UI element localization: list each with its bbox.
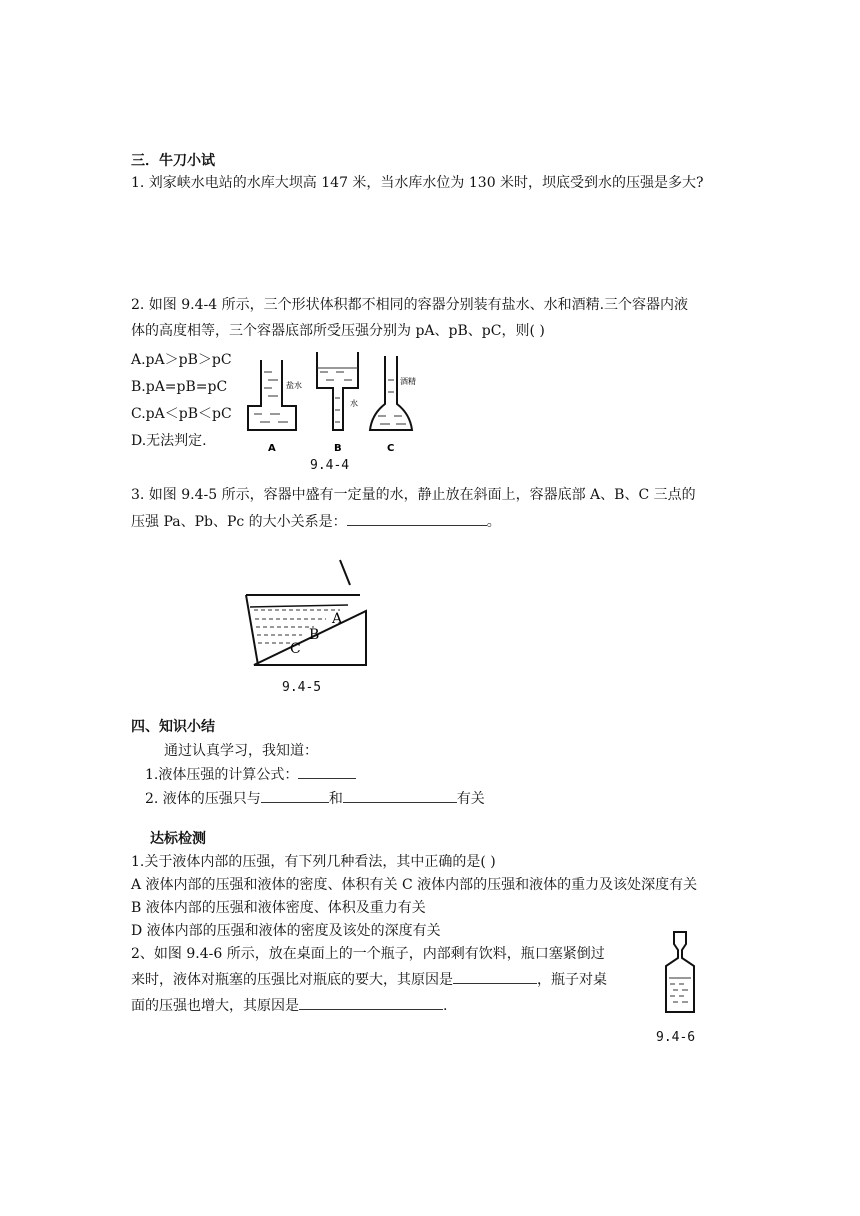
option-d: D.无法判定.: [131, 433, 207, 449]
point-label-b: B: [309, 627, 320, 643]
figure-caption-9-4-6: 9.4-6: [656, 1030, 696, 1045]
point-label-a: A: [332, 611, 343, 627]
test-option-d: D 液体内部的压强和液体的密度及该处的深度有关: [131, 923, 441, 939]
test-question-2-text-c: 面的压强也增大，其原因是: [131, 998, 299, 1014]
test-option-b: B 液体内部的压强和液体密度、体积及重力有关: [131, 900, 426, 916]
summary-item-2-end: 有关: [456, 791, 485, 807]
answer-blank-reason-1[interactable]: [453, 970, 537, 984]
figure-9-4-5: [240, 555, 380, 670]
section3-heading: 三．牛刀小试: [131, 153, 215, 169]
test-heading: 达标检测: [150, 831, 206, 847]
figure-caption-9-4-5: 9.4-5: [282, 680, 322, 695]
summary-intro: 通过认真学习，我知道：: [164, 743, 318, 759]
option-a: A.pA＞pB＞pC: [131, 352, 232, 368]
test-question-1: 1.关于液体内部的压强，有下列几种看法，其中正确的是( ): [131, 854, 496, 870]
answer-blank-formula[interactable]: [298, 765, 356, 779]
container-label-b: B: [334, 443, 342, 454]
answer-blank-factor-2[interactable]: [343, 789, 457, 803]
figure-caption-9-4-4: 9.4-4: [310, 458, 350, 473]
summary-item-2-and: 和: [328, 791, 343, 807]
liquid-label-alcohol: 酒精: [400, 377, 416, 386]
question-3-text: 压强 Pa、Pb、Pc 的大小关系是：: [131, 514, 347, 530]
answer-blank-reason-2[interactable]: [299, 996, 443, 1010]
container-label-a: A: [268, 443, 276, 454]
question-3-line1: 3. 如图 9.4-5 所示，容器中盛有一定量的水，静止放在斜面上，容器底部 A、B、C 三点的: [131, 487, 696, 503]
figure-9-4-4: [240, 348, 420, 458]
question-1: 1. 刘家峡水电站的水库大坝高 147 米，当水库水位为 130 米时，坝底受到水的压强是多大?: [131, 175, 704, 191]
container-label-c: C: [387, 443, 395, 454]
test-question-2-text-b: ，瓶子对桌: [537, 972, 607, 988]
liquid-label-water: 水: [350, 399, 358, 408]
test-question-2-line3: [131, 996, 447, 1015]
test-question-2-text-d: .: [443, 998, 448, 1014]
summary-item-1: [145, 765, 356, 784]
summary-item-2-text: 2. 液体的压强只与: [145, 791, 261, 807]
test-question-2-text-a: 来时，液体对瓶塞的压强比对瓶底的要大，其原因是: [131, 972, 453, 988]
section4-heading: 四、知识小结: [131, 719, 215, 735]
question-2-line2: 体的高度相等，三个容器底部所受压强分别为 pA、pB、pC，则( ): [131, 323, 545, 339]
summary-item-1-text: 1.液体压强的计算公式：: [145, 767, 299, 783]
option-c: C.pA＜pB＜pC: [131, 406, 232, 422]
test-question-2-line2: [131, 970, 607, 989]
option-b: B.pA=pB=pC: [131, 379, 228, 395]
point-label-c: C: [290, 641, 301, 657]
figure-9-4-6: [660, 928, 700, 1018]
question-3-line2: [131, 512, 501, 531]
summary-item-2: [145, 789, 485, 808]
answer-blank-factor-1[interactable]: [261, 789, 329, 803]
liquid-label-brine: 盐水: [286, 381, 302, 390]
question-3-end: 。: [486, 514, 501, 530]
answer-blank-q3[interactable]: [347, 512, 487, 526]
question-2-line1: 2. 如图 9.4-4 所示，三个形状体积都不相同的容器分别装有盐水、水和酒精.三个容器内液: [131, 297, 689, 313]
test-option-a-c: A 液体内部的压强和液体的密度、体积有关 C 液体内部的压强和液体的重力及该处深度有关: [131, 877, 698, 893]
test-question-2-line1: 2、如图 9.4-6 所示，放在桌面上的一个瓶子，内部剩有饮料，瓶口塞紧倒过: [131, 946, 605, 962]
